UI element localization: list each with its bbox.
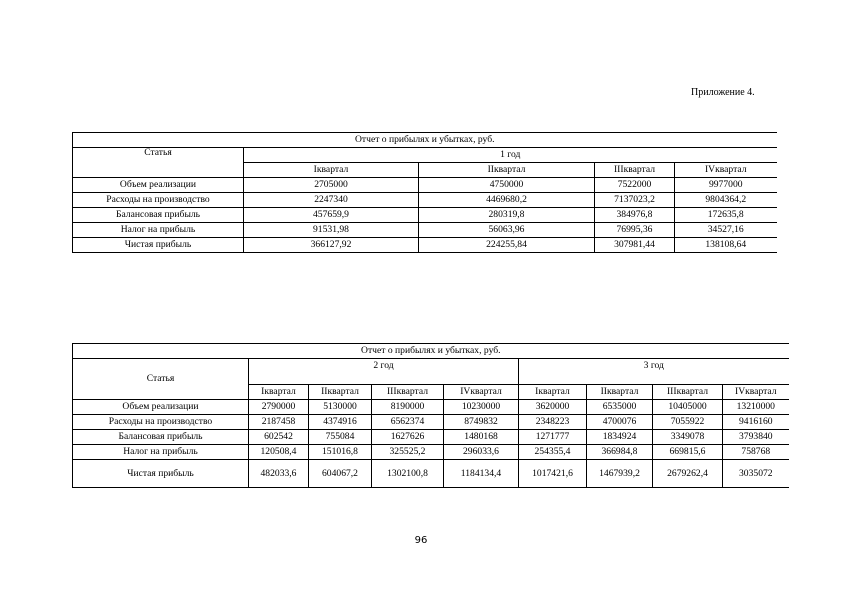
table-cell: 56063,96 [419, 223, 595, 238]
table-title: Отчет о прибылях и убытках, руб. [73, 133, 777, 148]
profit-loss-table-years-2-3 [72, 343, 789, 488]
table-cell: 172635,8 [675, 208, 777, 223]
year-header: 2 год [249, 359, 519, 385]
table-cell: 482033,6 [249, 460, 309, 488]
table-header-row [73, 148, 777, 163]
row-label: Чистая прибыль [73, 460, 249, 488]
table-cell: 4469680,2 [419, 193, 595, 208]
table-cell: 4750000 [419, 178, 595, 193]
table-cell: 4700076 [587, 415, 653, 430]
quarter-header: Iквартал [249, 385, 309, 400]
table-cell: 325525,2 [372, 445, 444, 460]
table-cell: 10230000 [444, 400, 519, 415]
table-cell: 10405000 [653, 400, 723, 415]
quarter-header: IIIквартал [372, 385, 444, 400]
table-cell: 2705000 [244, 178, 419, 193]
table-cell: 224255,84 [419, 238, 595, 253]
table-cell: 5130000 [309, 400, 372, 415]
table-cell: 1271777 [519, 430, 587, 445]
table-cell: 2348223 [519, 415, 587, 430]
quarter-header: IVквартал [675, 163, 777, 178]
table-cell: 2679262,4 [653, 460, 723, 488]
table-header-row [73, 359, 789, 385]
table-cell: 2187458 [249, 415, 309, 430]
table-cell: 3035072 [723, 460, 789, 488]
table-cell: 366984,8 [587, 445, 653, 460]
table-cell: 1302100,8 [372, 460, 444, 488]
table-cell: 755084 [309, 430, 372, 445]
table-cell: 1480168 [444, 430, 519, 445]
table-cell: 13210000 [723, 400, 789, 415]
quarter-header: IVквартал [723, 385, 789, 400]
table-row [73, 460, 789, 488]
table-row [73, 208, 777, 223]
table-cell: 604067,2 [309, 460, 372, 488]
table-cell: 8190000 [372, 400, 444, 415]
quarter-header: Iквартал [244, 163, 419, 178]
table-title: Отчет о прибылях и убытках, руб. [73, 344, 789, 359]
quarter-header: IIквартал [309, 385, 372, 400]
table-cell: 34527,16 [675, 223, 777, 238]
table-title-row [73, 133, 777, 148]
article-header: Статья [73, 359, 249, 400]
row-label: Объем реализации [73, 400, 249, 415]
table-cell: 1184134,4 [444, 460, 519, 488]
table-cell: 7522000 [595, 178, 675, 193]
row-label: Балансовая прибыль [73, 430, 249, 445]
table-cell: 91531,98 [244, 223, 419, 238]
row-label: Налог на прибыль [73, 223, 244, 238]
table-cell: 6562374 [372, 415, 444, 430]
row-label: Объем реализации [73, 178, 244, 193]
table-cell: 7055922 [653, 415, 723, 430]
table-cell: 254355,4 [519, 445, 587, 460]
table-row [73, 178, 777, 193]
row-label: Расходы на производство [73, 415, 249, 430]
row-label: Чистая прибыль [73, 238, 244, 253]
quarter-header: IIквартал [587, 385, 653, 400]
table-cell: 151016,8 [309, 445, 372, 460]
table-cell: 758768 [723, 445, 789, 460]
table-cell: 2790000 [249, 400, 309, 415]
quarter-header: IIIквартал [595, 163, 675, 178]
row-label: Балансовая прибыль [73, 208, 244, 223]
table-cell: 138108,64 [675, 238, 777, 253]
table-cell: 7137023,2 [595, 193, 675, 208]
table-cell: 366127,92 [244, 238, 419, 253]
table-cell: 296033,6 [444, 445, 519, 460]
table-cell: 4374916 [309, 415, 372, 430]
table-cell: 669815,6 [653, 445, 723, 460]
table-cell: 384976,8 [595, 208, 675, 223]
quarter-header: IIквартал [419, 163, 595, 178]
table-row [73, 193, 777, 208]
table-row [73, 445, 789, 460]
table-cell: 1017421,6 [519, 460, 587, 488]
table-cell: 76995,36 [595, 223, 675, 238]
table-cell: 9416160 [723, 415, 789, 430]
year-header: 1 год [244, 148, 777, 163]
row-label: Налог на прибыль [73, 445, 249, 460]
table-cell: 280319,8 [419, 208, 595, 223]
article-header: Статья [73, 148, 244, 178]
table-cell: 2247340 [244, 193, 419, 208]
table-cell: 9804364,2 [675, 193, 777, 208]
table-cell: 9977000 [675, 178, 777, 193]
profit-loss-table-year-1 [72, 132, 777, 253]
table-row [73, 223, 777, 238]
table-cell: 602542 [249, 430, 309, 445]
table-row [73, 400, 789, 415]
row-label: Расходы на производство [73, 193, 244, 208]
table-cell: 3793840 [723, 430, 789, 445]
table-cell: 120508,4 [249, 445, 309, 460]
table-cell: 307981,44 [595, 238, 675, 253]
table-row [73, 415, 789, 430]
quarter-header: IVквартал [444, 385, 519, 400]
table-cell: 457659,9 [244, 208, 419, 223]
appendix-label: Приложение 4. [691, 87, 755, 98]
table-cell: 3620000 [519, 400, 587, 415]
table-cell: 8749832 [444, 415, 519, 430]
quarter-header: Iквартал [519, 385, 587, 400]
table-title-row [73, 344, 789, 359]
table-row [73, 238, 777, 253]
table-cell: 1627626 [372, 430, 444, 445]
table-cell: 1834924 [587, 430, 653, 445]
quarter-header: IIIквартал [653, 385, 723, 400]
table-cell: 3349078 [653, 430, 723, 445]
table-row [73, 430, 789, 445]
table-cell: 1467939,2 [587, 460, 653, 488]
page-number: 96 [414, 535, 428, 546]
year-header: 3 год [519, 359, 789, 385]
table-cell: 6535000 [587, 400, 653, 415]
